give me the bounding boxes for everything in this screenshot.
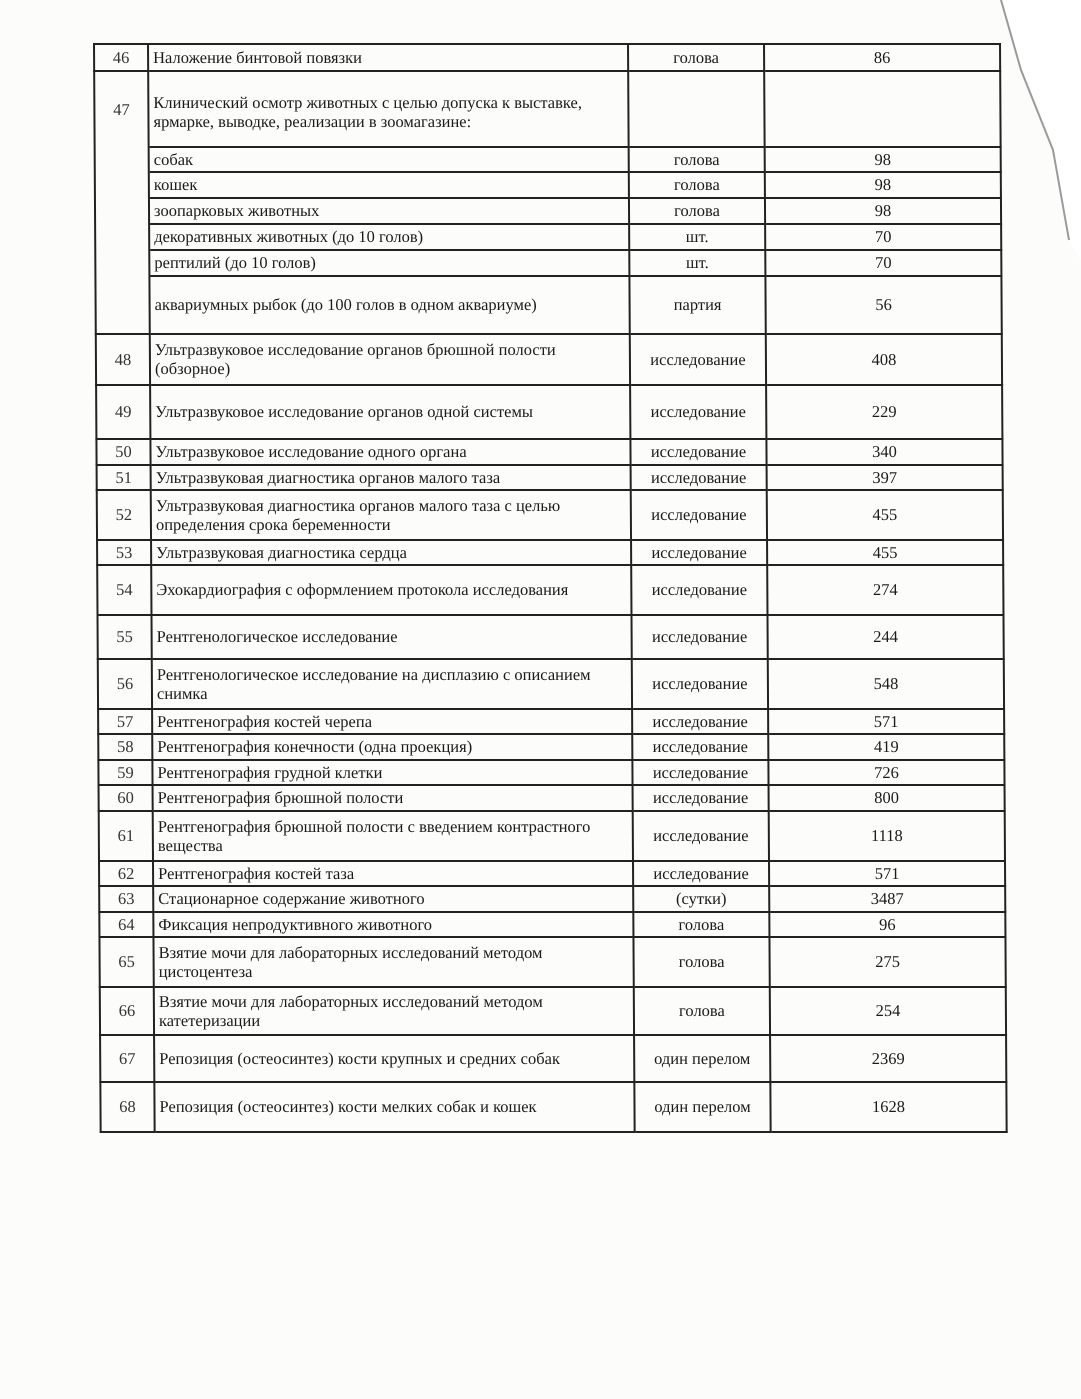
unit-cell: шт.	[629, 224, 765, 250]
row-number	[95, 276, 149, 334]
row-number: 63	[99, 886, 153, 912]
table-row	[96, 385, 1002, 439]
table-row	[96, 334, 1002, 385]
price-cell: 275	[769, 937, 1005, 987]
table-row	[98, 734, 1004, 760]
service-name: Рентгенография конечности (одна проекция)	[152, 734, 632, 760]
row-number: 53	[97, 540, 151, 565]
table-row	[98, 760, 1004, 785]
service-name: Рентгенография грудной клетки	[152, 760, 632, 785]
unit-cell	[628, 71, 764, 147]
price-cell: 1628	[770, 1082, 1006, 1132]
price-cell: 98	[765, 147, 1001, 172]
table-row	[95, 250, 1001, 276]
price-cell	[764, 71, 1000, 147]
row-number: 55	[97, 615, 151, 659]
price-cell: 571	[768, 709, 1004, 734]
row-number: 58	[98, 734, 152, 760]
row-number: 47	[94, 71, 148, 147]
table-row	[95, 147, 1001, 172]
table-row	[95, 276, 1001, 334]
price-cell: 244	[767, 615, 1003, 659]
table-row	[100, 987, 1006, 1035]
price-cell: 56	[765, 276, 1001, 334]
table-row	[95, 224, 1001, 250]
unit-cell: шт.	[629, 250, 765, 276]
row-number: 54	[97, 565, 151, 615]
unit-cell: исследование	[632, 760, 768, 785]
row-number: 60	[99, 785, 153, 811]
service-name: Ультразвуковая диагностика органов малого таза с целью определения срока беременности	[151, 490, 631, 540]
table-row	[94, 71, 1000, 147]
price-cell: 548	[768, 659, 1004, 709]
unit-cell: исследование	[633, 811, 769, 861]
unit-cell: голова	[634, 987, 770, 1035]
service-name: Репозиция (остеосинтез) кости крупных и средних собак	[154, 1035, 634, 1082]
unit-cell: исследование	[631, 615, 767, 659]
service-name: Репозиция (остеосинтез) кости мелких собак и кошек	[154, 1082, 634, 1132]
unit-cell: исследование	[631, 565, 767, 615]
unit-cell: один перелом	[634, 1035, 770, 1082]
row-number: 59	[98, 760, 152, 785]
row-number: 61	[99, 811, 153, 861]
service-name: Ультразвуковое исследование органов одной системы	[150, 385, 630, 439]
unit-cell: исследование	[631, 490, 767, 540]
table-row	[100, 1035, 1006, 1082]
service-name: Эхокардиография с оформлением протокола исследования	[151, 565, 631, 615]
table-row	[100, 1082, 1006, 1132]
service-name: Рентгенография брюшной полости с введением контрастного вещества	[153, 811, 633, 861]
unit-cell: исследование	[632, 659, 768, 709]
row-number: 48	[96, 334, 150, 385]
price-cell: 70	[765, 250, 1001, 276]
row-number: 52	[97, 490, 151, 540]
unit-cell: голова	[628, 44, 764, 71]
price-cell: 70	[765, 224, 1001, 250]
unit-cell: голова	[629, 198, 765, 224]
table-row	[97, 465, 1003, 490]
unit-cell: голова	[633, 937, 769, 987]
service-name: Рентгенография костей таза	[153, 861, 633, 886]
price-cell: 274	[767, 565, 1003, 615]
table-row	[96, 439, 1002, 465]
table-row	[99, 886, 1005, 912]
price-cell: 254	[770, 987, 1006, 1035]
table-row	[99, 811, 1005, 861]
unit-cell: исследование	[630, 439, 766, 465]
table-row	[97, 490, 1003, 540]
service-name: Ультразвуковое исследование органов брюшной полости (обзорное)	[150, 334, 630, 385]
unit-cell: голова	[629, 172, 765, 198]
row-number: 56	[98, 659, 152, 709]
unit-cell: исследование	[632, 709, 768, 734]
service-name: рептилий (до 10 голов)	[149, 250, 629, 276]
price-cell: 455	[767, 490, 1003, 540]
unit-cell: исследование	[633, 861, 769, 886]
row-number: 51	[97, 465, 151, 490]
service-name: Ультразвуковое исследование одного органа	[150, 439, 630, 465]
row-number: 46	[94, 44, 148, 71]
table-row	[95, 198, 1001, 224]
service-name: Рентгенография костей черепа	[152, 709, 632, 734]
table-row	[97, 565, 1003, 615]
unit-cell: исследование	[632, 734, 768, 760]
unit-cell: исследование	[631, 540, 767, 565]
row-number	[95, 147, 149, 172]
table-row	[98, 709, 1004, 734]
service-name: Наложение бинтовой повязки	[148, 44, 628, 71]
price-cell: 455	[767, 540, 1003, 565]
unit-cell: исследование	[630, 385, 766, 439]
table-row	[97, 615, 1003, 659]
table-row	[99, 785, 1005, 811]
service-name: Рентгенологическое исследование на дисплазию с описанием снимка	[152, 659, 632, 709]
unit-cell: один перелом	[634, 1082, 770, 1132]
table-row	[99, 861, 1005, 886]
unit-cell: голова	[633, 912, 769, 937]
table-row	[94, 44, 1000, 71]
service-name: Ультразвуковая диагностика сердца	[151, 540, 631, 565]
price-list-table	[93, 43, 1008, 1133]
price-cell: 3487	[769, 886, 1005, 912]
unit-cell: голова	[629, 147, 765, 172]
price-cell: 419	[768, 734, 1004, 760]
price-cell: 340	[766, 439, 1002, 465]
price-cell: 96	[769, 912, 1005, 937]
row-number: 65	[99, 937, 153, 987]
row-number: 50	[96, 439, 150, 465]
price-cell: 408	[766, 334, 1002, 385]
service-name: Клинический осмотр животных с целью допуска к выставке, ярмарке, выводке, реализации в зоомагазине:	[148, 71, 628, 147]
row-number: 64	[99, 912, 153, 937]
price-cell: 98	[765, 172, 1001, 198]
service-name: Рентгенологическое исследование	[151, 615, 631, 659]
service-name: Стационарное содержание животного	[153, 886, 633, 912]
table-row	[99, 937, 1005, 987]
price-cell: 1118	[769, 811, 1005, 861]
table-row	[99, 912, 1005, 937]
price-cell: 571	[769, 861, 1005, 886]
unit-cell: (сутки)	[633, 886, 769, 912]
price-cell: 98	[765, 198, 1001, 224]
service-name: собак	[149, 147, 629, 172]
price-cell: 229	[766, 385, 1002, 439]
row-number: 49	[96, 385, 150, 439]
unit-cell: исследование	[631, 465, 767, 490]
price-cell: 800	[769, 785, 1005, 811]
price-cell: 2369	[770, 1035, 1006, 1082]
table-row	[98, 659, 1004, 709]
row-number	[95, 224, 149, 250]
table-row	[95, 172, 1001, 198]
service-name: аквариумных рыбок (до 100 голов в одном аквариуме)	[149, 276, 629, 334]
service-name: Ультразвуковая диагностика органов малого таза	[151, 465, 631, 490]
row-number	[95, 172, 149, 198]
row-number: 66	[100, 987, 154, 1035]
service-name: зоопарковых животных	[149, 198, 629, 224]
service-name: Взятие мочи для лабораторных исследований методом цистоцентеза	[153, 937, 633, 987]
service-name: Рентгенография брюшной полости	[153, 785, 633, 811]
table-row	[97, 540, 1003, 565]
service-name: Фиксация непродуктивного животного	[153, 912, 633, 937]
row-number: 68	[100, 1082, 154, 1132]
service-name: Взятие мочи для лабораторных исследований методом катетеризации	[154, 987, 634, 1035]
row-number	[95, 198, 149, 224]
price-cell: 86	[764, 44, 1000, 71]
row-number: 57	[98, 709, 152, 734]
service-name: кошек	[149, 172, 629, 198]
row-number: 67	[100, 1035, 154, 1082]
row-number	[95, 250, 149, 276]
price-cell: 397	[767, 465, 1003, 490]
unit-cell: исследование	[633, 785, 769, 811]
unit-cell: исследование	[630, 334, 766, 385]
unit-cell: партия	[629, 276, 765, 334]
price-cell: 726	[768, 760, 1004, 785]
row-number: 62	[99, 861, 153, 886]
service-name: декоративных животных (до 10 голов)	[149, 224, 629, 250]
